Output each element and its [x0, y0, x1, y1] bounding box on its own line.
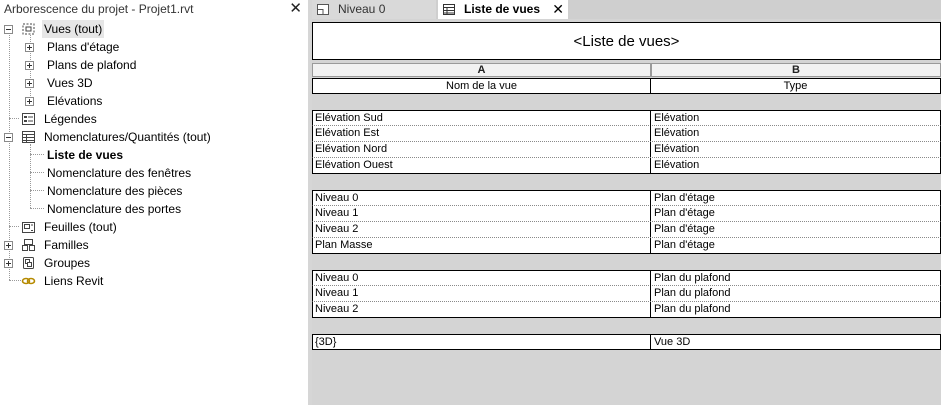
table-row[interactable]: Elévation Est Elévation: [312, 126, 941, 142]
view-tabbar: [312, 0, 941, 19]
table-row[interactable]: Niveau 1 Plan du plafond: [312, 286, 941, 302]
close-tab-icon[interactable]: ✕: [552, 1, 564, 17]
tab-liste-de-vues[interactable]: Liste de vues ✕: [438, 0, 568, 19]
tree-item-plans-etage[interactable]: Plans d'étage: [0, 38, 308, 56]
table-row[interactable]: Plan Masse Plan d'étage: [312, 238, 941, 254]
project-tree: [0, 19, 308, 405]
table-row[interactable]: {3D} Vue 3D: [312, 334, 941, 350]
tree-item-nomenclature-pieces[interactable]: Nomenclature des pièces: [47, 184, 183, 198]
collapse-icon[interactable]: [4, 133, 13, 142]
tree-item-liste-de-vues[interactable]: Liste de vues: [47, 148, 124, 162]
tree-item-elevations[interactable]: Elévations: [0, 92, 308, 110]
project-browser-title: Arborescence du projet - Projet1.rvt: [4, 2, 194, 16]
tree-item-vues-3d[interactable]: Vues 3D: [0, 74, 308, 92]
collapse-icon[interactable]: [4, 25, 13, 34]
project-browser: [0, 0, 308, 405]
tree-item-nomenclature-fenetres[interactable]: Nomenclature des fenêtres: [47, 166, 192, 180]
sheet-icon: [21, 220, 36, 234]
views-icon: [21, 22, 36, 36]
table-row[interactable]: Niveau 1 Plan d'étage: [312, 206, 941, 222]
tree-item-vues-tout[interactable]: Vues (tout): [0, 20, 308, 38]
table-row[interactable]: Niveau 2 Plan du plafond: [312, 302, 941, 318]
field-header-type[interactable]: Type: [650, 78, 941, 94]
schedule-view: [312, 19, 941, 405]
schedule-title[interactable]: <Liste de vues>: [312, 22, 941, 60]
table-row[interactable]: Elévation Sud Elévation: [312, 110, 941, 126]
table-row[interactable]: Elévation Ouest Elévation: [312, 158, 941, 174]
column-letter-b[interactable]: B: [651, 63, 941, 77]
groups-icon: [21, 256, 36, 270]
table-row[interactable]: Niveau 0 Plan d'étage: [312, 190, 941, 206]
legend-icon: [21, 112, 36, 126]
families-icon: [21, 238, 36, 252]
tree-item-nomenclatures[interactable]: Nomenclatures/Quantités (tout): [0, 128, 308, 146]
expand-icon[interactable]: [25, 97, 34, 106]
expand-icon[interactable]: [25, 43, 34, 52]
tree-item-plans-plafond[interactable]: Plans de plafond: [0, 56, 308, 74]
expand-icon[interactable]: [25, 61, 34, 70]
expand-icon[interactable]: [4, 259, 13, 268]
table-row[interactable]: Elévation Nord Elévation: [312, 142, 941, 158]
field-header-nom[interactable]: Nom de la vue: [312, 78, 651, 94]
project-browser-header: [0, 0, 308, 19]
schedule-icon: [21, 130, 36, 144]
table-row[interactable]: Niveau 2 Plan d'étage: [312, 222, 941, 238]
close-icon[interactable]: ✕: [289, 0, 302, 17]
tree-item-groupes[interactable]: Groupes: [0, 254, 308, 272]
tree-item-familles[interactable]: Familles: [0, 236, 308, 254]
tree-item-legendes[interactable]: Légendes: [0, 110, 308, 128]
table-row[interactable]: Niveau 0 Plan du plafond: [312, 270, 941, 286]
link-icon: [21, 274, 36, 288]
tab-niveau-0[interactable]: Niveau 0: [312, 0, 436, 19]
schedule-icon: [442, 3, 456, 16]
expand-icon[interactable]: [25, 79, 34, 88]
expand-icon[interactable]: [4, 241, 13, 250]
tree-item-nomenclature-portes[interactable]: Nomenclature des portes: [47, 202, 182, 216]
floor-plan-icon: [316, 3, 330, 16]
tree-item-liens-revit[interactable]: Liens Revit: [0, 272, 308, 290]
tree-item-feuilles[interactable]: Feuilles (tout): [0, 218, 308, 236]
column-letter-a[interactable]: A: [312, 63, 651, 77]
